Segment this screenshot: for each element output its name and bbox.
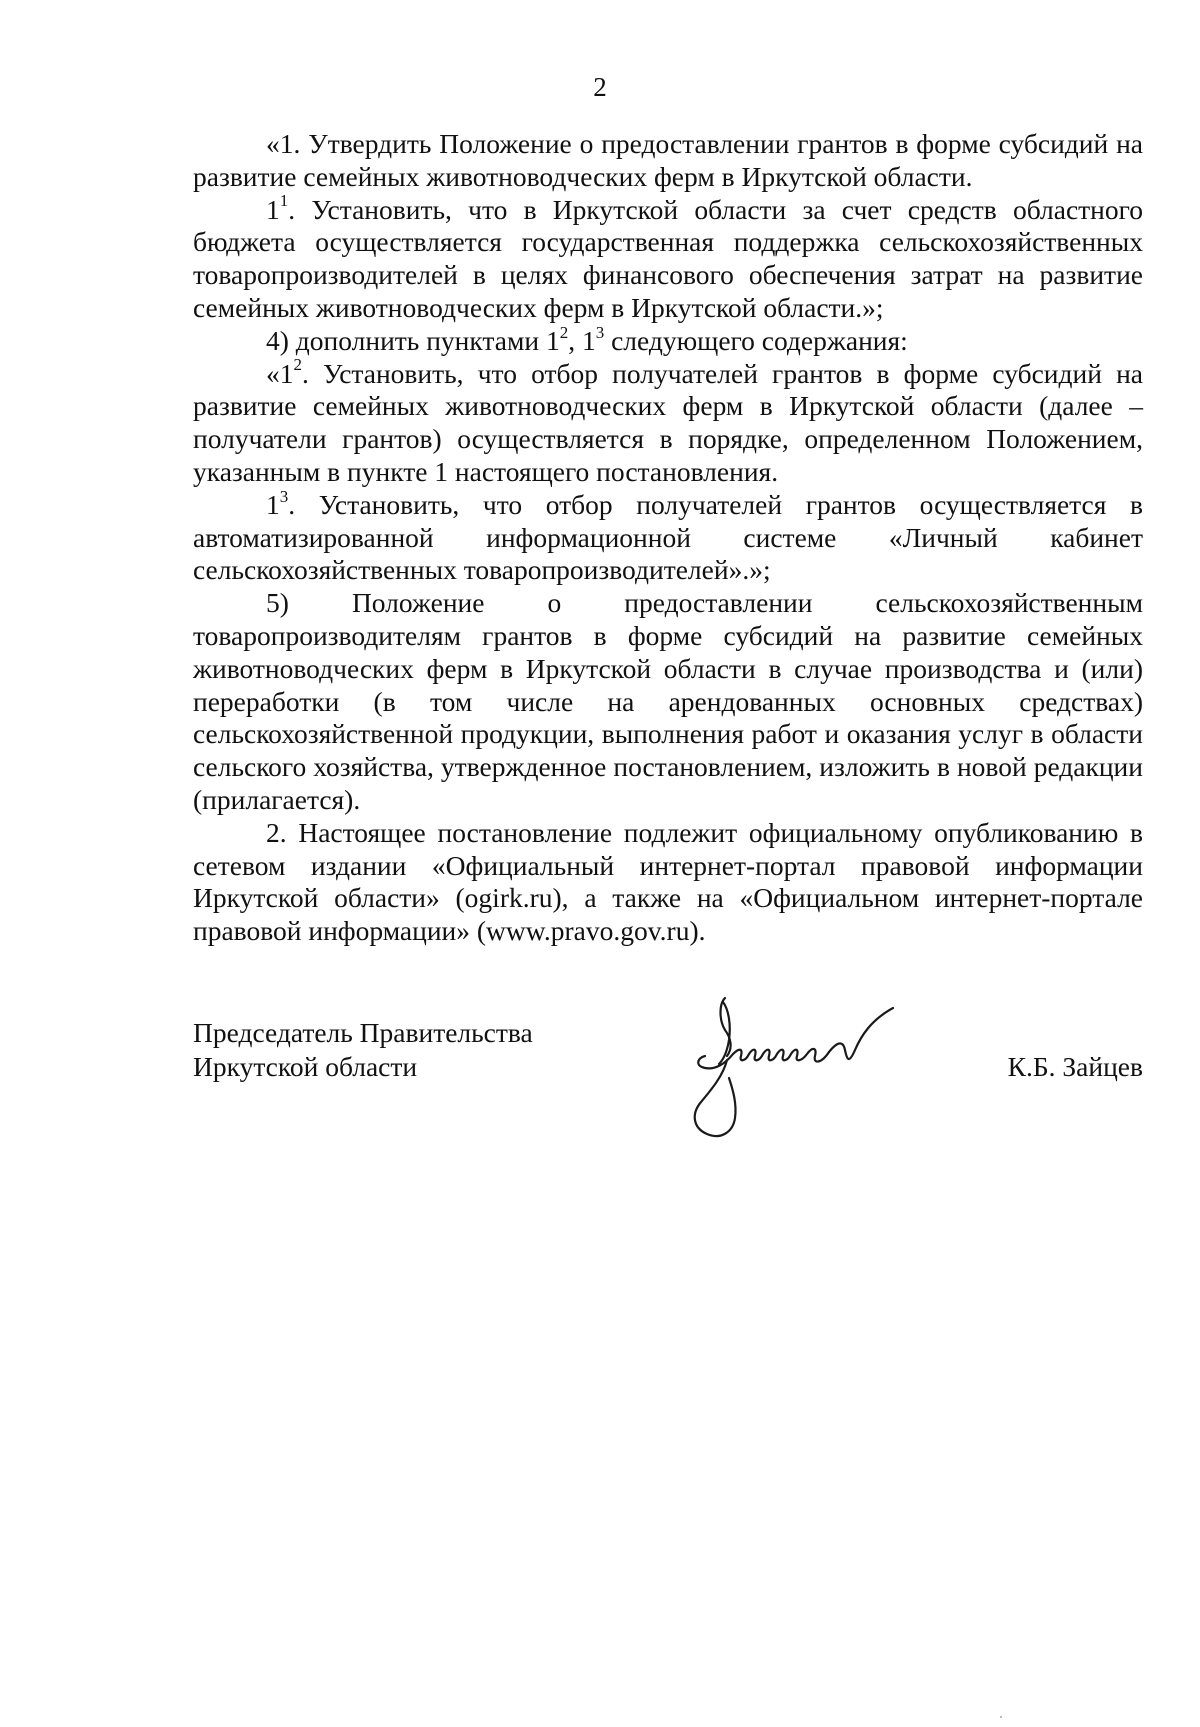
paragraph-item-1-2: [193, 355, 1143, 489]
signer-title-line-2: Иркутской области: [193, 1051, 418, 1082]
signer-title-line-1: Председатель Правительства: [193, 1017, 533, 1048]
paragraph-item-1-3: [193, 486, 1143, 587]
handwritten-signature: [679, 990, 959, 1150]
signer-name: К.Б. Зайцев: [1007, 1051, 1143, 1082]
item-superscript: 3: [595, 322, 605, 342]
signer-title: [193, 1016, 533, 1084]
item-text: следующего содержания:: [604, 324, 908, 356]
item-superscript: 1: [279, 191, 289, 211]
item-number: «1: [266, 357, 294, 389]
paragraph-item-2: 2. Настоящее постановление подлежит официальному опубликованию в сетевом издании «Официальный интернет-портал правовой информации Иркутской области» (ogirk.ru), а также на «Официальном интернет-портале правовой информации» (www.pravo.gov.ru).: [193, 816, 1143, 947]
page-number: 2: [593, 72, 607, 102]
item-text: . Установить, что отбор получателей грантов осуществляется в автоматизированной информационной системе «Личный кабинет сельскохозяйственных товаропроизводителей».»;: [193, 488, 1143, 586]
item-superscript: 3: [279, 486, 289, 506]
item-text: . Установить, что отбор получателей грантов в форме субсидий на развитие семейных животноводческих ферм в Иркутской области (далее – получатели грантов) осуществляется в порядке, определенном Положением, указанным в пункте 1 настоящего постановления.: [193, 357, 1143, 487]
paragraph-amendment-5: 5) Положение о предоставлении сельскохозяйственным товаропроизводителям грантов в форме субсидий на развитие семейных животноводческих ферм в Иркутской области в случае производства и (или) переработки (в том числе на арендованных основных средствах) сельскохозяйственной продукции, выполнения работ и оказания услуг в области сельского хозяйства, утвержденное постановлением, изложить в новой редакции (прилагается).: [193, 587, 1143, 815]
scan-artifact: [1000, 1716, 1002, 1718]
item-text: 4) дополнить пунктами 1: [266, 324, 560, 356]
signature-block: [193, 1016, 1143, 1156]
item-number: 1: [266, 193, 280, 225]
item-text: , 1: [568, 324, 596, 356]
paragraph-item-1-1: [193, 191, 1143, 325]
item-number: 1: [266, 488, 280, 520]
paragraph-amendment-4: [193, 322, 1143, 358]
item-superscript: 2: [559, 322, 569, 342]
item-text: . Установить, что в Иркутской области за счет средств областного бюджета осуществляется государственная поддержка сельскохозяйственных товаропроизводителей в целях финансового обеспечения затрат на развитие семейных животноводческих ферм в Иркутской области.»;: [193, 193, 1143, 323]
document-body: [193, 128, 1143, 948]
item-superscript: 2: [293, 355, 302, 375]
paragraph-item-1: «1. Утвердить Положение о предоставлении грантов в форме субсидий на развитие семейных животноводческих ферм в Иркутской области.: [193, 128, 1143, 192]
